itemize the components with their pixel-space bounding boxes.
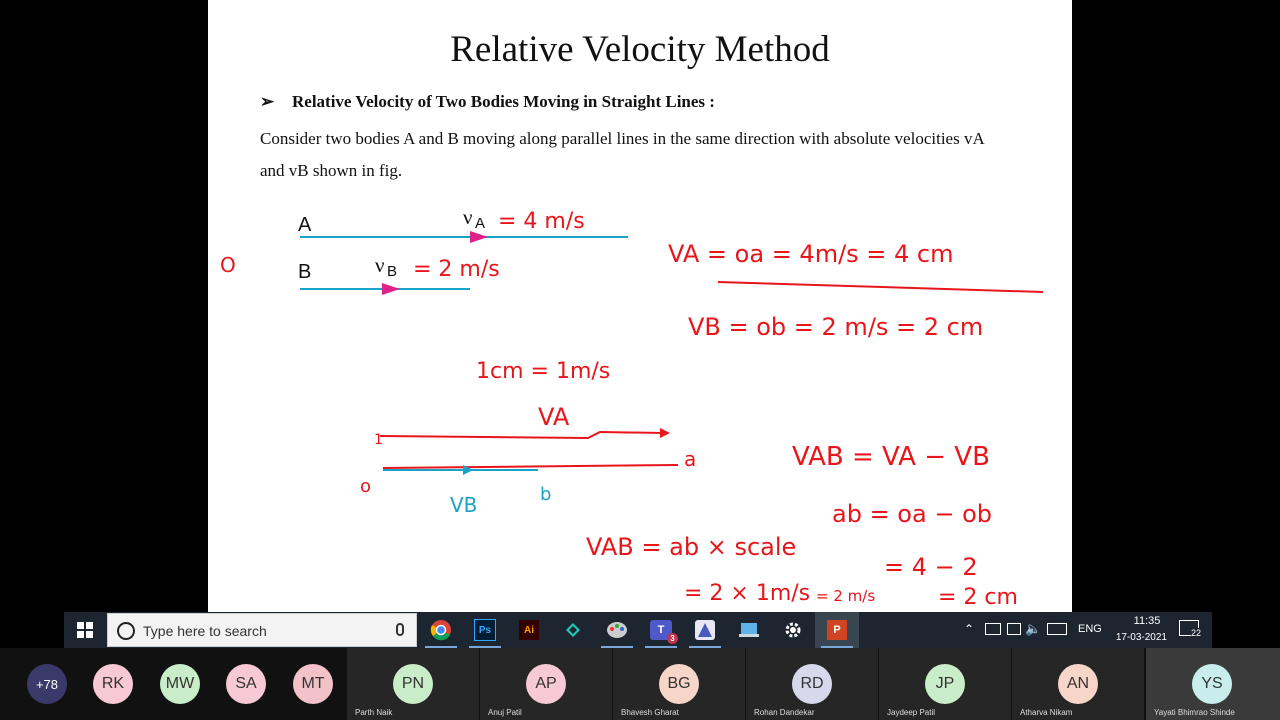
network-icon[interactable] bbox=[985, 623, 1001, 635]
keyboard-icon[interactable] bbox=[1047, 623, 1067, 635]
participant-avatar: PN bbox=[393, 664, 433, 704]
chrome-icon[interactable] bbox=[419, 612, 463, 648]
participant-avatar[interactable]: SA bbox=[226, 664, 266, 704]
participant-tile[interactable] bbox=[347, 648, 479, 720]
volume-icon[interactable]: 🔈 bbox=[1025, 621, 1042, 636]
hw-eq-result: = 2 × 1m/s bbox=[684, 581, 811, 606]
paint-icon[interactable] bbox=[595, 612, 639, 648]
clock-time[interactable]: 11:35 bbox=[1133, 615, 1161, 627]
velocity-figure bbox=[208, 0, 1072, 612]
hw-eq-diff: = 4 − 2 bbox=[884, 553, 978, 581]
language-indicator[interactable]: ENG bbox=[1078, 623, 1102, 635]
vb-symbol: ν bbox=[375, 253, 385, 277]
microphone-icon[interactable] bbox=[396, 623, 404, 636]
bullet-arrow-icon: ➢ bbox=[260, 92, 275, 111]
hw-origin-mark: O bbox=[220, 253, 236, 277]
label-b: B bbox=[298, 261, 312, 283]
arrow-a-icon bbox=[470, 231, 488, 243]
more-participants-button[interactable]: +78 bbox=[27, 664, 67, 704]
hw-point-b: b bbox=[540, 484, 552, 505]
taskbar-search-box[interactable] bbox=[107, 613, 417, 647]
participant-tile[interactable] bbox=[746, 648, 878, 720]
participant-avatar[interactable]: MW bbox=[160, 664, 200, 704]
illustrator-label: Ai bbox=[519, 620, 539, 640]
bullet-heading-text: Relative Velocity of Two Bodies Moving in Straight Lines : bbox=[292, 92, 715, 111]
paragraph-line-1: Consider two bodies A and B moving along parallel lines in the same direction with absolute velocities vA bbox=[260, 129, 985, 148]
hw-eq-vab: VAB = VA − VB bbox=[792, 442, 990, 472]
label-a: A bbox=[298, 214, 312, 236]
hw-line-oa bbox=[383, 465, 678, 468]
search-icon bbox=[117, 622, 135, 640]
participant-avatar: AN bbox=[1058, 664, 1098, 704]
participant-name: Parth Naik bbox=[355, 708, 393, 717]
settings-icon[interactable] bbox=[771, 612, 815, 648]
participant-avatar[interactable]: MT bbox=[293, 664, 333, 704]
presentation-slide bbox=[208, 0, 1072, 612]
illustrator-icon[interactable] bbox=[507, 612, 551, 648]
participant-tile[interactable] bbox=[613, 648, 745, 720]
participant-avatar: YS bbox=[1192, 664, 1232, 704]
powerpoint-icon[interactable] bbox=[815, 612, 859, 648]
app-icon-2[interactable] bbox=[683, 612, 727, 648]
hw-vb-value: = 2 m/s bbox=[413, 257, 500, 282]
participant-name: Bhavesh Gharat bbox=[621, 708, 679, 717]
system-tray bbox=[961, 612, 1212, 648]
hw-underline bbox=[718, 282, 1043, 292]
hw-tick-1: 1 bbox=[374, 432, 383, 448]
teams-icon[interactable]: T 3 bbox=[639, 612, 683, 648]
hw-point-a: a bbox=[684, 447, 697, 471]
hw-vb-label: VB bbox=[450, 493, 478, 517]
participant-avatar[interactable]: RK bbox=[93, 664, 133, 704]
clock-date[interactable]: 17-03-2021 bbox=[1115, 632, 1167, 643]
participant-strip bbox=[0, 648, 1280, 720]
teams-badge: 3 bbox=[667, 633, 678, 644]
participant-tile[interactable] bbox=[1146, 648, 1280, 720]
va-symbol: ν bbox=[463, 205, 473, 229]
hw-eq-va: VA = oa = 4m/s = 4 cm bbox=[668, 240, 954, 268]
app-icon[interactable] bbox=[551, 612, 595, 648]
participant-tile[interactable] bbox=[480, 648, 612, 720]
hw-eq-cm: = 2 cm bbox=[938, 585, 1018, 610]
va-subscript: A bbox=[475, 215, 486, 232]
photoshop-icon[interactable] bbox=[463, 612, 507, 648]
arrow-b-icon bbox=[382, 283, 400, 295]
hw-va-label: VA bbox=[538, 403, 570, 431]
participant-name: Atharva Nikam bbox=[1020, 708, 1073, 717]
participant-avatar: BG bbox=[659, 664, 699, 704]
start-button[interactable] bbox=[64, 612, 106, 648]
photoshop-label: Ps bbox=[474, 619, 496, 641]
paragraph-line-2: and vB shown in fig. bbox=[260, 161, 403, 180]
notification-count: 22 bbox=[1191, 628, 1202, 638]
windows-logo-icon bbox=[77, 622, 93, 638]
hw-arrow-va-icon bbox=[660, 428, 670, 438]
hw-eq-scale: VAB = ab × scale bbox=[586, 533, 797, 561]
participant-name: Yayati Bhimrao Shinde bbox=[1154, 708, 1235, 717]
hw-eq-vb: VB = ob = 2 m/s = 2 cm bbox=[688, 313, 984, 341]
participant-avatar: JP bbox=[925, 664, 965, 704]
vb-subscript: B bbox=[387, 263, 398, 280]
participant-name: Jaydeep Patil bbox=[887, 708, 936, 717]
powerpoint-label: P bbox=[827, 620, 847, 640]
hw-va-value: = 4 m/s bbox=[498, 209, 585, 234]
slide-title: Relative Velocity Method bbox=[450, 29, 830, 70]
windows-taskbar bbox=[64, 612, 1212, 648]
battery-icon[interactable] bbox=[1007, 623, 1021, 635]
participant-avatar: AP bbox=[526, 664, 566, 704]
chevron-up-icon[interactable]: ⌃ bbox=[964, 622, 975, 636]
hw-line-va bbox=[380, 432, 663, 438]
participant-avatar: RD bbox=[792, 664, 832, 704]
app-icon-3[interactable] bbox=[727, 612, 771, 648]
participant-tile[interactable] bbox=[879, 648, 1011, 720]
hw-point-o: o bbox=[360, 476, 372, 497]
hw-scale: 1cm = 1m/s bbox=[476, 359, 611, 384]
hw-eq-ms: = 2 m/s bbox=[816, 587, 876, 605]
participant-name: Anuj Patil bbox=[488, 708, 522, 717]
participant-tile[interactable] bbox=[1012, 648, 1144, 720]
search-placeholder: Type here to search bbox=[143, 623, 267, 639]
hw-eq-ab: ab = oa − ob bbox=[832, 500, 992, 528]
participant-name: Rohan Dandekar bbox=[754, 708, 815, 717]
